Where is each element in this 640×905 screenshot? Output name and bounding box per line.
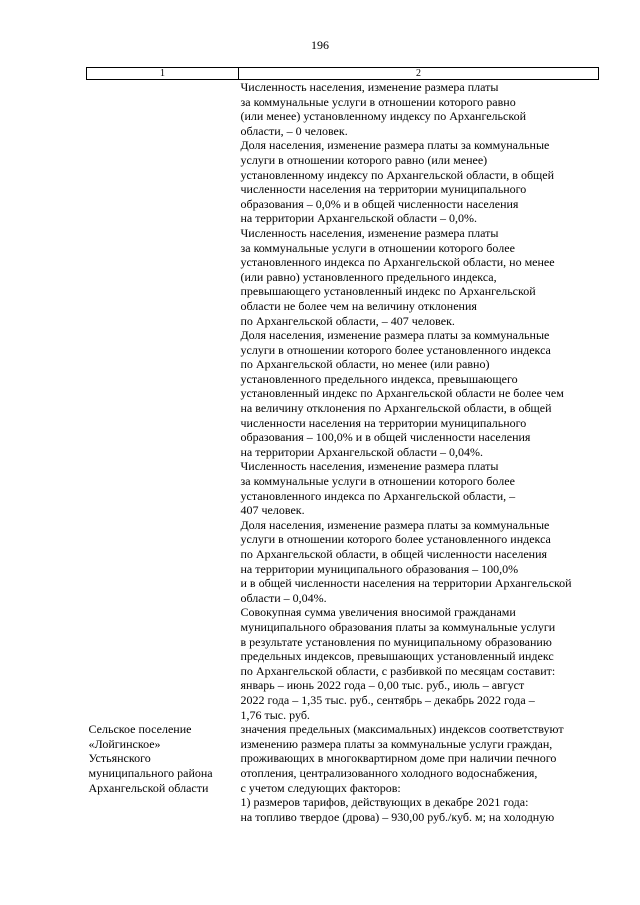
text-line: на топливо твердое (дрова) – 930,00 руб./куб. м; на холодную <box>240 809 555 824</box>
text-line: за коммунальные услуги в отношении которого равно <box>240 94 516 109</box>
text-line: за коммунальные услуги в отношении которого более <box>240 474 515 489</box>
column-number-2: 2 <box>239 68 599 80</box>
text-line: 1,76 тыс. руб. <box>240 707 310 722</box>
text-line: отопления, централизованного холодного водоснабжения, <box>240 765 538 780</box>
page-number: 196 <box>311 38 329 52</box>
text-line: 1) размеров тарифов, действующих в декабре 2021 года: <box>240 795 529 810</box>
text-line: 407 человек. <box>240 503 305 518</box>
text-line: услуги в отношении которого равно (или менее) <box>240 152 488 167</box>
text-line: Численность населения, изменение размера платы <box>240 80 499 94</box>
text-line: Численность населения, изменение размера платы <box>240 225 499 240</box>
text-line: (или равно) установленного предельного индекса, <box>240 269 497 284</box>
text-line: 2022 года – 1,35 тыс. руб., сентябрь – декабрь 2022 года – <box>240 692 535 707</box>
text-line: на территории Архангельской области – 0,0%. <box>240 211 478 226</box>
text-line: на величину отклонения по Архангельской области, в общей <box>240 401 552 416</box>
text-line: Доля населения, изменение размера платы за коммунальные <box>240 138 550 153</box>
text-line: по Архангельской области, но менее (или равно) <box>240 357 490 372</box>
text-line: (или менее) установленному индексу по Архангельской <box>240 109 526 124</box>
text-line: установленного индекса по Архангельской области, но менее <box>240 255 555 270</box>
text-line: на территории муниципального образования – 100,0% <box>240 561 519 576</box>
text-line: за коммунальные услуги в отношении которого более <box>240 240 515 255</box>
text-line: образования – 0,0% и в общей численности населения <box>240 196 519 211</box>
text-line: Совокупная сумма увеличения вносимой гражданами <box>240 605 516 620</box>
table-row <box>87 80 599 723</box>
column-number-1: 1 <box>87 68 239 80</box>
text-line: области, – 0 человек. <box>240 123 348 138</box>
municipality-cell <box>87 80 239 723</box>
text-line: Архангельской области <box>88 780 209 795</box>
text-line: «Лойгинское» <box>88 736 161 751</box>
text-line: Доля населения, изменение размера платы за коммунальные <box>240 328 550 343</box>
description-cell <box>239 722 599 824</box>
description-cell <box>239 80 599 723</box>
text-line: по Архангельской области, – 407 человек. <box>240 313 455 328</box>
text-line: образования – 100,0% и в общей численности населения <box>240 430 531 445</box>
text-line: муниципального образования платы за коммунальные услуги <box>240 619 556 634</box>
text-line: превышающего установленный индекс по Архангельской <box>240 284 536 299</box>
text-line: установленный индекс по Архангельской области не более чем <box>240 386 564 401</box>
text-line: численности населения на территории муниципального <box>240 415 527 430</box>
text-line: численности населения на территории муниципального <box>240 182 527 197</box>
text-line: по Архангельской области, в общей численности населения <box>240 547 548 561</box>
text-line: по Архангельской области, с разбивкой по месяцам составит: <box>240 663 556 678</box>
table-body <box>87 80 599 825</box>
text-line: январь – июнь 2022 года – 0,00 тыс. руб., июль – август <box>240 678 525 693</box>
text-line: Доля населения, изменение размера платы за коммунальные <box>240 517 550 532</box>
text-line: услуги в отношении которого более установленного индекса <box>240 532 551 547</box>
text-line: области – 0,04%. <box>240 590 327 605</box>
document-table <box>86 67 599 824</box>
text-line: муниципального района <box>88 765 213 780</box>
municipality-cell <box>87 722 239 824</box>
text-line: в результате установления по муниципальному образованию <box>240 634 552 649</box>
text-line: установленного предельного индекса, превышающего <box>240 371 518 386</box>
text-line: проживающих в многоквартирном доме при наличии печного <box>240 751 557 766</box>
text-line: на территории Архангельской области – 0,04%. <box>240 444 484 459</box>
text-line: предельных индексов, превышающих установленный индекс <box>240 649 554 664</box>
table-header <box>87 68 599 80</box>
text-line: значения предельных (максимальных) индексов соответствуют <box>240 722 564 737</box>
text-line: и в общей численности населения на территории Архангельской <box>240 576 572 591</box>
text-line: Численность населения, изменение размера платы <box>240 459 499 474</box>
text-line: изменению размера платы за коммунальные услуги граждан, <box>240 736 553 751</box>
text-line: Сельское поселение <box>88 722 192 737</box>
text-line: установленному индексу по Архангельской области, в общей <box>240 167 555 182</box>
text-line: с учетом следующих факторов: <box>240 780 401 795</box>
text-line: области не более чем на величину отклонения <box>240 298 477 313</box>
text-line: Устьянского <box>88 751 151 766</box>
table-row <box>87 722 599 824</box>
text-line: установленного индекса по Архангельской области, – <box>240 488 516 503</box>
text-line: услуги в отношении которого более установленного индекса <box>240 342 551 357</box>
